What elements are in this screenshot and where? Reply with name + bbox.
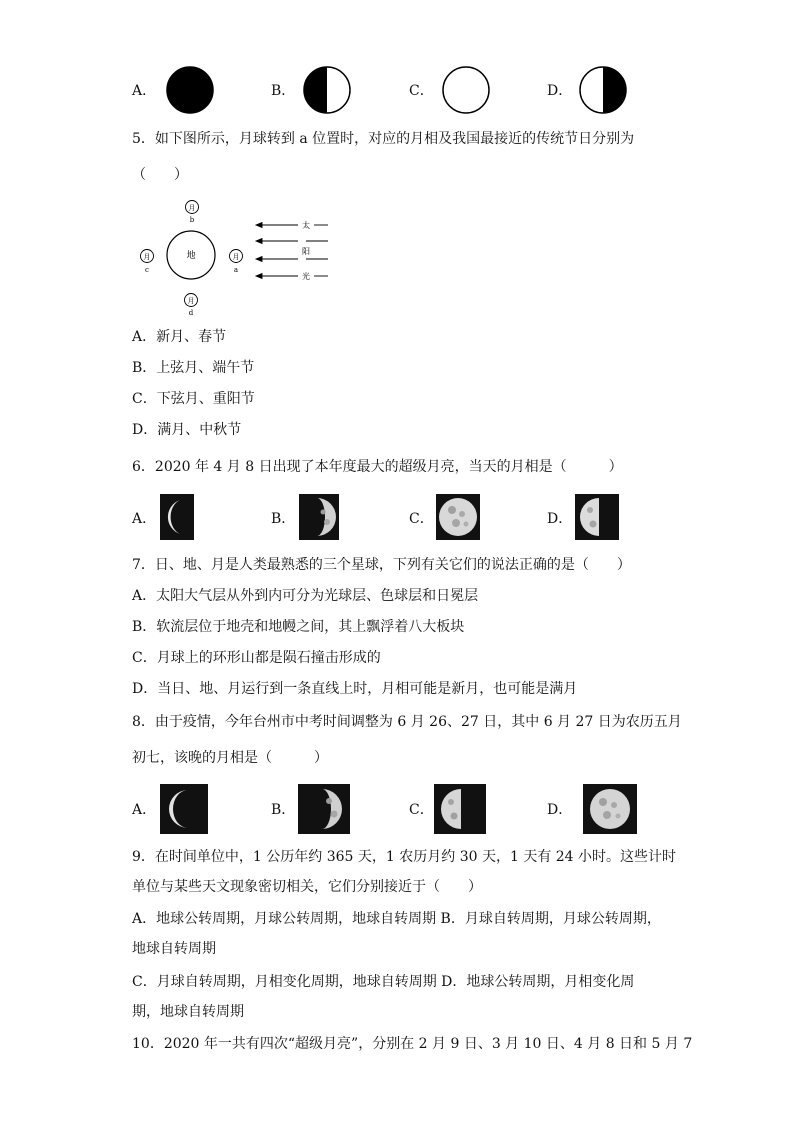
q8-option-c-label: C． bbox=[409, 802, 434, 818]
q7-choice-d: D．当日、地、月运行到一条直线上时，月相可能是新月，也可能是满月 bbox=[132, 681, 578, 697]
q4-option-a-label: A． bbox=[132, 83, 157, 99]
q8-stem-line1: 8．由于疫情，今年台州市中考时间调整为 6 月 26、27 日，其中 6 月 27 日为农历五月 bbox=[132, 714, 682, 730]
q7-choice-c: C．月球上的环形山都是陨石撞击形成的 bbox=[132, 650, 381, 666]
moon-label-a: 月 bbox=[232, 253, 240, 261]
crescent-moon-photo-icon bbox=[160, 784, 208, 834]
sunlight-label-3: 光 bbox=[302, 272, 310, 281]
q4-option-d-label: D． bbox=[547, 83, 573, 99]
earth-label: 地 bbox=[186, 251, 196, 261]
q9-stem-line2: 单位与某些天文现象密切相关，它们分别接近于（ ） bbox=[132, 879, 482, 895]
moon-label-d: 月 bbox=[187, 297, 195, 305]
q6-option-a-label: A． bbox=[132, 511, 157, 527]
full-black-circle-icon bbox=[166, 66, 214, 114]
q4-option-c-label: C． bbox=[409, 83, 434, 99]
q7-choice-b: B．软流层位于地壳和地幔之间，其上飘浮着八大板块 bbox=[132, 619, 465, 635]
q4-option-b-label: B． bbox=[271, 83, 296, 99]
position-label-a: a bbox=[233, 266, 239, 274]
gibbous-moon-photo-icon bbox=[299, 494, 339, 540]
moon-label-b: 月 bbox=[188, 204, 196, 212]
position-label-c: c bbox=[145, 266, 149, 274]
moon-label-c: 月 bbox=[143, 253, 151, 261]
q5-stem: 5．如下图所示，月球转到 a 位置时，对应的月相及我国最接近的传统节日分别为 bbox=[132, 131, 635, 147]
q6-option-d-label: D． bbox=[547, 511, 573, 527]
q6-option-b-label: B． bbox=[271, 511, 296, 527]
q8-option-d-label: D． bbox=[547, 802, 573, 818]
crescent-moon-photo-icon bbox=[160, 494, 194, 540]
q5-choice-a: A．新月、春节 bbox=[132, 329, 227, 345]
q7-choice-a: A．太阳大气层从外到内可分为光球层、色球层和日冕层 bbox=[132, 588, 479, 604]
q8-option-a-label: A． bbox=[132, 802, 157, 818]
position-label-b: b bbox=[189, 216, 195, 224]
q5-choice-d: D．满月、中秋节 bbox=[132, 422, 242, 438]
q9-choices-line2: 地球自转周期 bbox=[132, 941, 216, 957]
q5-answer-blank: （ ） bbox=[132, 167, 188, 183]
q6-stem: 6．2020 年 4 月 8 日出现了本年度最大的超级月亮，当天的月相是（ ） bbox=[132, 459, 623, 475]
q6-option-c-label: C． bbox=[409, 511, 434, 527]
gibbous-moon-photo-icon bbox=[298, 784, 350, 834]
q8-option-b-label: B． bbox=[271, 802, 296, 818]
q9-choices-line4: 期，地球自转周期 bbox=[132, 1004, 244, 1020]
q5-choice-c: C．下弦月、重阳节 bbox=[132, 391, 255, 407]
left-half-black-circle-icon bbox=[303, 66, 351, 114]
half-moon-photo-icon bbox=[575, 494, 619, 540]
sunlight-label-2: 阳 bbox=[302, 247, 310, 256]
position-label-d: d bbox=[188, 309, 194, 317]
q7-stem: 7．日、地、月是人类最熟悉的三个星球，下列有关它们的说法正确的是（ ） bbox=[132, 557, 631, 573]
full-moon-photo-icon bbox=[436, 494, 480, 540]
q9-choices-line3: C．月球自转周期，月相变化周期，地球自转周期 D．地球公转周期，月相变化周 bbox=[132, 974, 635, 990]
full-moon-photo-icon bbox=[583, 784, 637, 834]
q9-choices-line1: A．地球公转周期，月球公转周期，地球自转周期 B．月球自转周期，月球公转周期， bbox=[132, 911, 661, 927]
q5-choice-b: B．上弦月、端午节 bbox=[132, 360, 255, 376]
right-half-black-circle-icon bbox=[579, 66, 627, 114]
q10-stem-line1: 10．2020 年一共有四次“超级月亮”，分别在 2 月 9 日、3 月 10 日、4 月 8 日和 5 月 7 bbox=[132, 1036, 693, 1052]
q8-stem-line2: 初七，该晚的月相是（ ） bbox=[132, 750, 328, 766]
earth-moon-orbit-diagram bbox=[134, 194, 344, 318]
half-moon-photo-icon bbox=[434, 784, 486, 834]
empty-circle-icon bbox=[442, 66, 490, 114]
q9-stem-line1: 9．在时间单位中，1 公历年约 365 天，1 农历月约 30 天，1 天有 24 小时。这些计时 bbox=[132, 849, 677, 865]
sunlight-label-1: 太 bbox=[302, 221, 310, 230]
